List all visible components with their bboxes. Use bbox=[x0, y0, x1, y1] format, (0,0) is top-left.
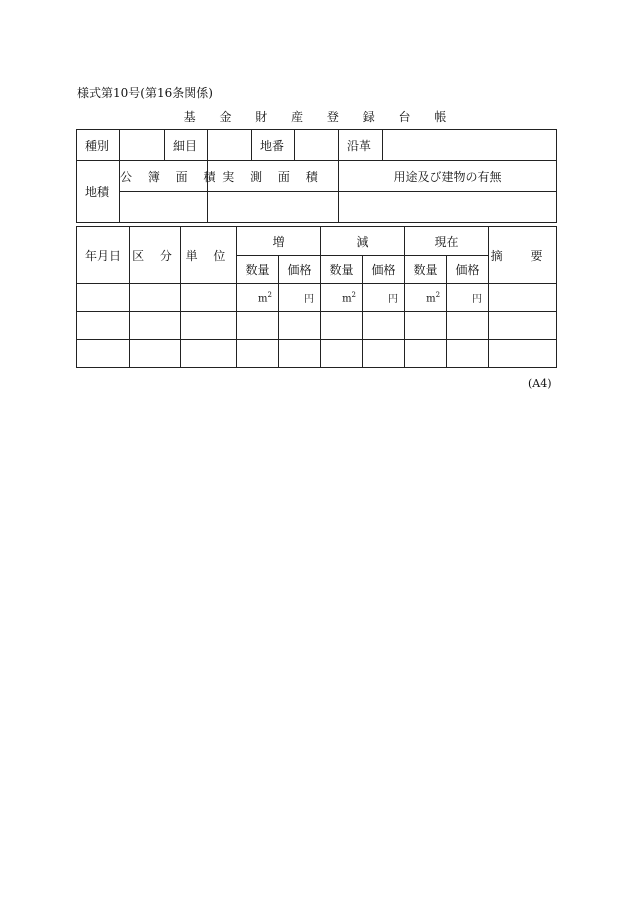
unit-cell[interactable] bbox=[181, 340, 237, 368]
increase-quantity-header: 数量 bbox=[237, 256, 279, 284]
remarks-header: 摘 要 bbox=[489, 227, 557, 284]
increase-quantity-cell[interactable] bbox=[237, 312, 279, 340]
remarks-cell[interactable] bbox=[489, 312, 557, 340]
increase-header: 増 bbox=[237, 227, 321, 256]
date-cell[interactable] bbox=[77, 312, 130, 340]
date-cell[interactable] bbox=[77, 284, 130, 312]
current-price-cell[interactable] bbox=[447, 284, 489, 312]
lot-value[interactable] bbox=[295, 130, 339, 161]
current-header: 現在 bbox=[405, 227, 489, 256]
history-label: 沿革 bbox=[339, 130, 383, 161]
subtype-value[interactable] bbox=[208, 130, 252, 161]
category-cell[interactable] bbox=[130, 340, 181, 368]
decrease-quantity-cell[interactable] bbox=[321, 340, 363, 368]
history-value[interactable] bbox=[383, 130, 557, 161]
increase-price-cell[interactable] bbox=[279, 284, 321, 312]
measured-area-label: 実 測 面 積 bbox=[208, 161, 339, 192]
area-label: 地積 bbox=[77, 161, 120, 223]
usage-value[interactable] bbox=[339, 192, 557, 223]
current-quantity-cell[interactable] bbox=[405, 284, 447, 312]
yen-unit: 円 bbox=[388, 294, 399, 305]
decrease-quantity-header: 数量 bbox=[321, 256, 363, 284]
decrease-price-cell[interactable] bbox=[363, 312, 405, 340]
current-price-header: 価格 bbox=[447, 256, 489, 284]
yen-unit: 円 bbox=[472, 294, 483, 305]
lot-label: 地番 bbox=[252, 130, 295, 161]
area-unit: m bbox=[342, 293, 352, 305]
current-quantity-header: 数量 bbox=[405, 256, 447, 284]
category-header: 区 分 bbox=[130, 227, 181, 284]
date-cell[interactable] bbox=[77, 340, 130, 368]
category-cell[interactable] bbox=[130, 284, 181, 312]
remarks-cell[interactable] bbox=[489, 284, 557, 312]
form-title: 基 金 財 産 登 録 台 帳 bbox=[183, 110, 457, 124]
usage-label: 用途及び建物の有無 bbox=[339, 161, 557, 192]
area-unit-sup: 2 bbox=[351, 290, 357, 299]
paper-size-note: (A4) bbox=[528, 377, 552, 390]
area-unit-sup: 2 bbox=[267, 290, 272, 299]
remarks-cell[interactable] bbox=[489, 340, 557, 368]
form-number: 様式第10号(第16条関係) bbox=[77, 86, 213, 100]
area-unit: m bbox=[426, 293, 436, 305]
current-price-cell[interactable] bbox=[447, 312, 489, 340]
table-row bbox=[77, 340, 557, 368]
type-label: 種別 bbox=[77, 130, 120, 161]
decrease-quantity-cell[interactable] bbox=[321, 284, 363, 312]
area-unit-sup: 2 bbox=[435, 290, 441, 299]
increase-price-header: 価格 bbox=[279, 256, 321, 284]
unit-cell[interactable] bbox=[181, 312, 237, 340]
decrease-price-header: 価格 bbox=[363, 256, 405, 284]
yen-unit: 円 bbox=[304, 294, 315, 305]
table-row bbox=[77, 312, 557, 340]
type-value[interactable] bbox=[120, 130, 165, 161]
increase-price-cell[interactable] bbox=[279, 340, 321, 368]
increase-quantity-cell[interactable] bbox=[237, 340, 279, 368]
increase-quantity-cell[interactable] bbox=[237, 284, 279, 312]
decrease-header: 減 bbox=[321, 227, 405, 256]
unit-cell[interactable] bbox=[181, 284, 237, 312]
increase-price-cell[interactable] bbox=[279, 312, 321, 340]
decrease-price-cell[interactable] bbox=[363, 284, 405, 312]
category-cell[interactable] bbox=[130, 312, 181, 340]
decrease-price-cell[interactable] bbox=[363, 340, 405, 368]
current-quantity-cell[interactable] bbox=[405, 312, 447, 340]
subtype-label: 細目 bbox=[165, 130, 208, 161]
date-header: 年月日 bbox=[77, 227, 130, 284]
property-info-table bbox=[76, 129, 557, 223]
unit-header: 単 位 bbox=[181, 227, 237, 284]
table-row bbox=[77, 284, 557, 312]
registered-area-label: 公 簿 面 積 bbox=[120, 161, 208, 192]
measured-area-value[interactable] bbox=[208, 192, 339, 223]
current-price-cell[interactable] bbox=[447, 340, 489, 368]
registered-area-value[interactable] bbox=[120, 192, 208, 223]
decrease-quantity-cell[interactable] bbox=[321, 312, 363, 340]
area-unit: m bbox=[258, 293, 268, 305]
ledger-table bbox=[76, 226, 557, 368]
current-quantity-cell[interactable] bbox=[405, 340, 447, 368]
